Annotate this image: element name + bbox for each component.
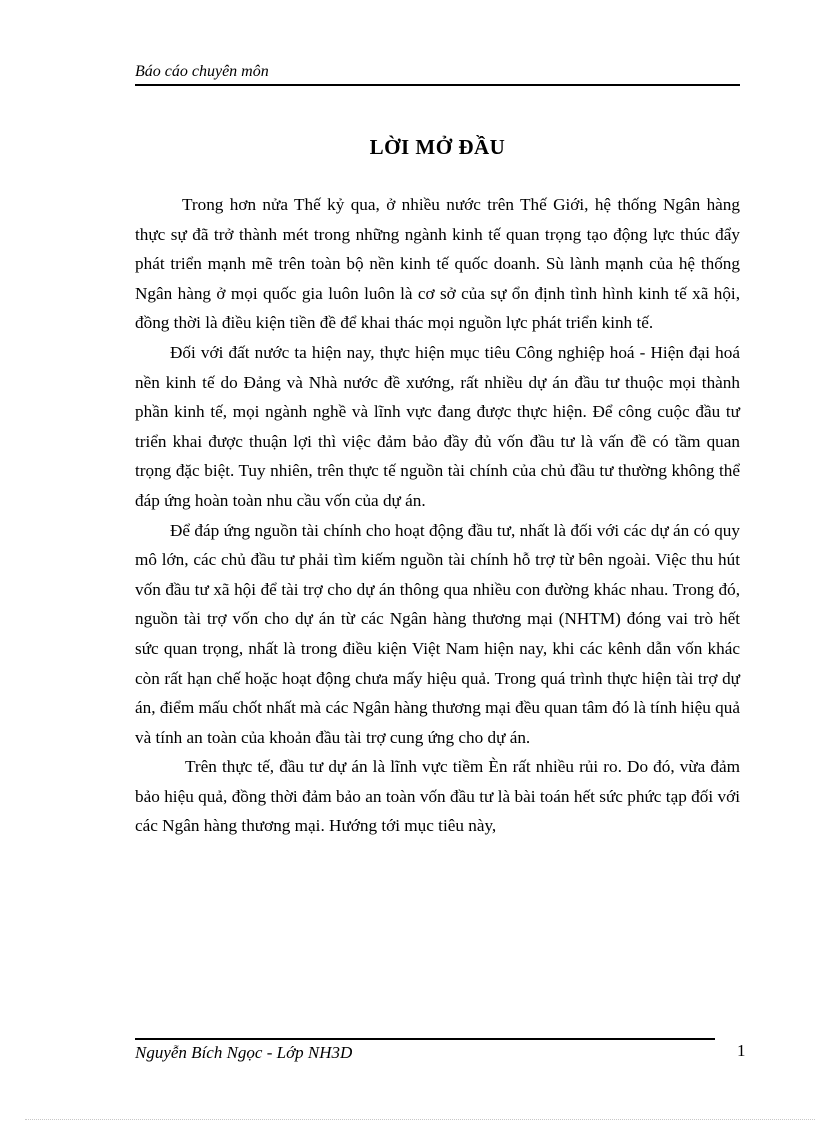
body-paragraph-4: Trên thực tế, đầu tư dự án là lĩnh vực tiềm Èn rất nhiều rủi ro. Do đó, vừa đảm bảo hiệu quả, đồng thời đảm bảo an toàn vốn đầu tư là bài toán hết sức phức tạp đối với các Ngân hàng thương mại. Hướng tới mục tiêu này, (135, 757, 740, 836)
header-divider (135, 84, 740, 86)
page-number: 1 (737, 1041, 746, 1060)
body-paragraph-3: Để đáp ứng nguồn tài chính cho hoạt động đầu tư, nhất là đối với các dự án có quy mô lớn, các chủ đầu tư phải tìm kiếm nguồn tài chính hỗ trợ từ bên ngoài. Việc thu hút vốn đầu tư xã hội để tài trợ cho dự án thông qua nhiều con đường khác nhau. Trong đó, nguồn tài trợ vốn cho dự án từ các Ngân hàng thương mại (NHTM) đóng vai trò hết sức quan trọng, nhất là trong điều kiện Việt Nam hiện nay, khi các kênh dẫn vốn khác còn rất hạn chế hoặc hoạt động chưa mấy hiệu quả. Trong quá trình thực hiện tài trợ dự án, điểm mấu chốt nhất mà các Ngân hàng thương mại đều quan tâm đó là tính hiệu quả và tính an toàn của khoản đầu tài trợ cung ứng cho dự án. (135, 520, 740, 747)
page-title: LỜI MỞ ĐẦU (369, 135, 506, 159)
footer-author: Nguyễn Bích Ngọc - Lớp NH3D (135, 1043, 353, 1062)
document-body (135, 190, 740, 841)
body-paragraph-2: Đối với đất nước ta hiện nay, thực hiện mục tiêu Công nghiệp hoá - Hiện đại hoá nền kinh tế do Đảng và Nhà nước đề xướng, rất nhiều dự án đầu tư thuộc mọi thành phần kinh tế, mọi ngành nghề và lĩnh vực đang được thực hiện. Để công cuộc đầu tư triển khai được thuận lợi thì việc đảm bảo đầy đủ vốn đầu tư là vấn đề có tầm quan trọng đặc biệt. Tuy nhiên, trên thực tế nguồn tài chính của chủ đầu tư thường không thể đáp ứng hoàn toàn nhu cầu vốn của dự án. (135, 342, 740, 510)
body-paragraph-1: Trong hơn nửa Thế kỷ qua, ở nhiều nước trên Thế Giới, hệ thống Ngân hàng thực sự đã trở thành mét trong những ngành kinh tế quan trọng tạo động lực thúc đẩy phát triển mạnh mẽ trên toàn bộ nền kinh tế quốc doanh. Sù lành mạnh của hệ thống Ngân hàng ở mọi quốc gia luôn luôn là cơ sở của sự ổn định tình hình kinh tế xã hội, đồng thời là điều kiện tiền đề để khai thác mọi nguồn lực phát triển kinh tế. (135, 195, 740, 333)
page-bottom-border (25, 1119, 815, 1120)
running-header: Báo cáo chuyên môn (135, 63, 269, 80)
footer-divider (135, 1038, 715, 1040)
